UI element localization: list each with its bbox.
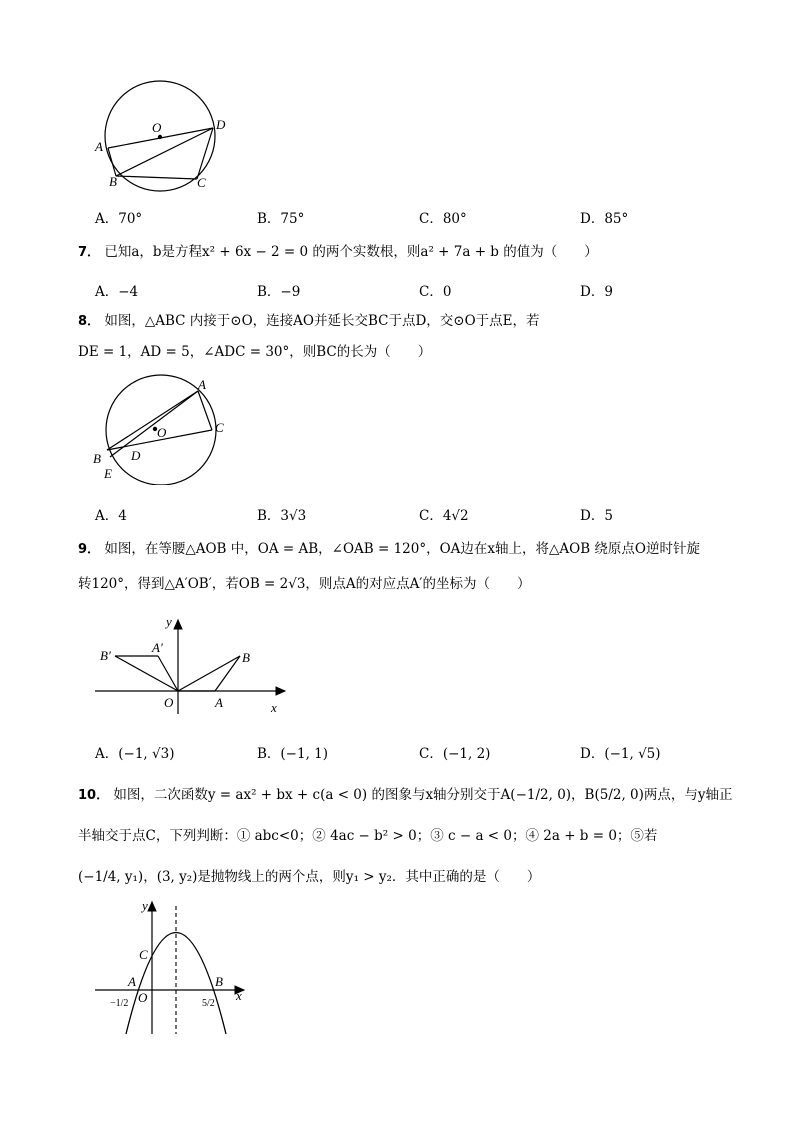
q8-option-a[interactable]: A．4: [95, 508, 127, 524]
q10-label-y: y: [142, 898, 148, 913]
q10-label-a: A: [128, 974, 136, 989]
q6-label-c: C: [197, 175, 206, 190]
q10-label-five-half: 5/2: [202, 998, 215, 1009]
q8-option-b[interactable]: B．3√3: [257, 508, 307, 524]
q7-stem-row: [78, 241, 598, 264]
q8-option-c[interactable]: C．4√2: [419, 508, 469, 524]
q9-label-a-prime: A′: [152, 640, 163, 655]
q9-line1: 如图，在等腰△AOB 中，OA = AB，∠OAB = 120°，OA边在x轴上，将△AOB 绕原点O逆时针旋: [104, 541, 701, 557]
q7-option-b[interactable]: B．−9: [257, 284, 301, 300]
q8-label-o: O: [157, 425, 167, 440]
q9-label-x: x: [271, 700, 277, 715]
q8-label-c: C: [215, 420, 224, 435]
q6-label-d: D: [216, 117, 226, 132]
q9-label-a: A: [215, 695, 223, 710]
q9-coordinate-figure: [90, 612, 300, 717]
q6-label-o: O: [152, 120, 162, 135]
q10-number: 10．: [78, 788, 110, 803]
q8-circle-figure: [88, 370, 238, 485]
q9-line1-row: [78, 538, 700, 561]
q8-label-b: B: [93, 451, 101, 466]
q8-label-d: D: [131, 448, 141, 463]
q7-option-d[interactable]: D．9: [580, 284, 613, 300]
q6-label-a: A: [95, 139, 103, 154]
q8-option-d[interactable]: D．5: [580, 508, 613, 524]
q9-label-b: B: [242, 650, 250, 665]
q10-label-o: O: [138, 990, 148, 1005]
q8-line1-row: [78, 310, 540, 333]
q9-line2: 转120°，得到△A′OB′，若OB = 2√3，则点A的对应点A′的坐标为（ ）: [78, 576, 531, 592]
q9-number: 9．: [78, 542, 101, 557]
q9-label-o: O: [164, 695, 174, 710]
q6-option-a[interactable]: A．70°: [95, 211, 143, 227]
q9-label-b-prime: B′: [100, 648, 111, 663]
q9-option-a[interactable]: A．(−1, √3): [95, 746, 175, 762]
q7-number: 7．: [78, 245, 101, 260]
q9-option-b[interactable]: B．(−1, 1): [257, 746, 329, 762]
q7-option-a[interactable]: A．−4: [95, 284, 139, 300]
q10-line2: 半轴交于点C，下列判断：① abc<0；② 4ac − b² > 0；③ c − a < 0；④ 2a + b = 0；⑤若: [78, 828, 658, 844]
q10-line1-row: [78, 784, 733, 807]
q8-line2: DE = 1，AD = 5，∠ADC = 30°，则BC的长为（ ）: [78, 344, 432, 360]
q8-number: 8．: [78, 314, 101, 329]
q8-label-a: A: [198, 377, 206, 392]
q6-option-d[interactable]: D．85°: [580, 211, 629, 227]
q6-option-b[interactable]: B．75°: [257, 211, 305, 227]
q6-circle-figure: [92, 80, 242, 195]
q10-label-b: B: [215, 974, 223, 989]
q10-label-neg-half: −1/2: [110, 998, 129, 1009]
q7-stem: 已知a，b是方程x² + 6x − 2 = 0 的两个实数根，则a² + 7a + b 的值为（ ）: [104, 244, 598, 260]
q10-line1: 如图，二次函数y = ax² + bx + c(a < 0) 的图象与x轴分别交于A(−1/2, 0)，B(5/2, 0)两点，与y轴正: [113, 787, 733, 803]
q10-label-x: x: [236, 988, 242, 1003]
q9-label-y: y: [166, 614, 172, 629]
q10-line3: (−1/4, y₁)，(3, y₂)是抛物线上的两个点，则y₁ > y₂．其中正确的是（ ）: [78, 869, 541, 885]
q6-label-b: B: [109, 174, 117, 189]
q10-label-c: C: [139, 947, 148, 962]
q9-option-d[interactable]: D．(−1, √5): [580, 746, 661, 762]
q8-label-e: E: [104, 466, 112, 481]
q9-option-c[interactable]: C．(−1, 2): [419, 746, 491, 762]
q10-parabola-figure: [92, 898, 252, 1038]
q7-option-c[interactable]: C．0: [419, 284, 452, 300]
q6-option-c[interactable]: C．80°: [419, 211, 467, 227]
q8-line1: 如图，△ABC 内接于⊙O，连接AO并延长交BC于点D，交⊙O于点E，若: [104, 313, 540, 329]
